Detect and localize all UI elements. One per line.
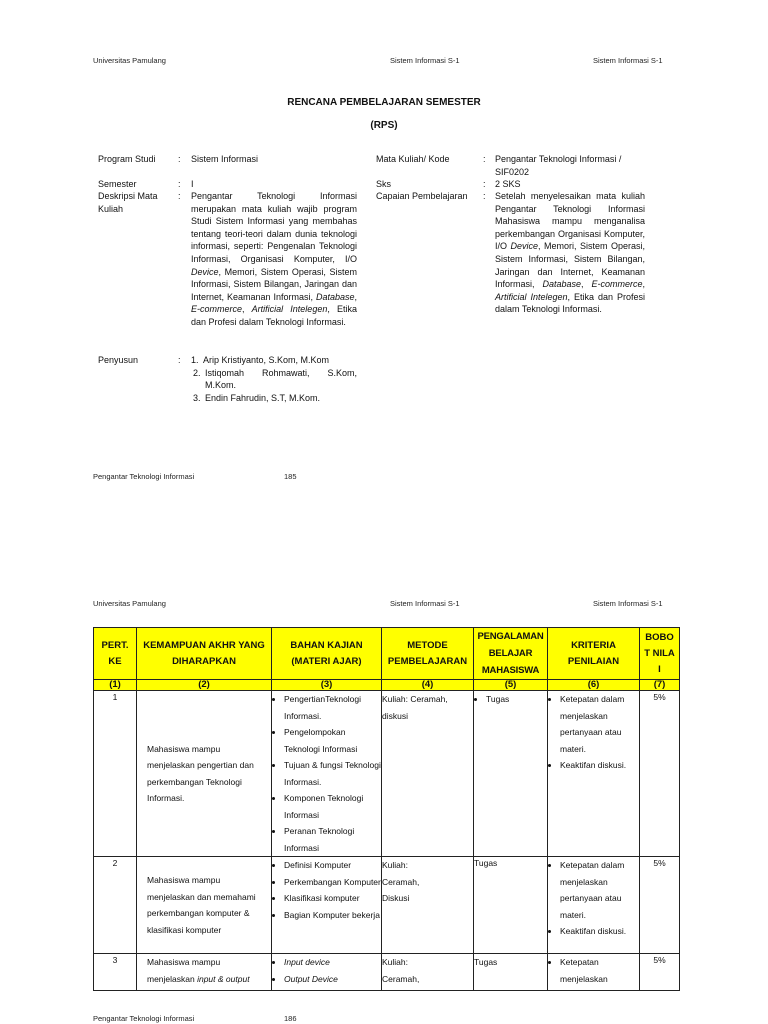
col-number: (4) — [382, 680, 474, 691]
program-studi-sep: : — [178, 154, 181, 164]
col-number: (1) — [94, 680, 137, 691]
col-header-pengalaman: PENGALAMAN BELAJAR MAHASISWA — [474, 628, 548, 680]
deskripsi-label: Deskripsi Mata Kuliah — [98, 191, 158, 214]
col-header-bahan: BAHAN KAJIAN (MATERI AJAR) — [272, 628, 382, 680]
bahan-item: • Komponen Teknologi Informasi — [284, 790, 381, 823]
penyusun-item: 3. Endin Fahrudin, S.T, M.Kom. — [193, 392, 321, 403]
penyusun-item: 2. Istiqomah Rohmawati, S.Kom, M.Kom. — [193, 367, 357, 391]
col-number: (3) — [272, 680, 382, 691]
kemampuan-cell: Mahasiswa mampu menjelaskan pengertian dan perkembangan Teknologi Informasi. — [137, 691, 272, 857]
page1-header-right: Sistem Informasi S-1 — [593, 56, 663, 65]
page2-header-right: Sistem Informasi S-1 — [593, 599, 663, 608]
penyusun-item: 1. Arip Kristiyanto, S.Kom, M.Kom — [191, 355, 330, 365]
table-header-row — [94, 628, 680, 680]
col-header-metode: METODE PEMBELAJARAN — [382, 628, 474, 680]
sks-label: Sks — [376, 179, 392, 189]
col-number: (5) — [474, 680, 548, 691]
program-studi-value: Sistem Informasi — [191, 154, 259, 164]
kriteria-item: • Ketepatan menjelaskan — [560, 954, 639, 987]
mata-kuliah-value: Pengantar Teknologi Informasi / SIF0202 — [495, 154, 622, 177]
kemampuan-cell: Mahasiswa mampu menjelaskan input & output — [137, 954, 272, 991]
mata-kuliah-sep: : — [483, 154, 486, 164]
kriteria-item: • Ketepatan dalam menjelaskan pertanyaan atau materi. — [560, 857, 639, 923]
rps-table — [93, 627, 680, 991]
program-studi-label: Program Studi — [98, 154, 156, 164]
page1-header-center: Sistem Informasi S-1 — [390, 56, 460, 65]
kriteria-cell — [548, 691, 640, 857]
capaian-value — [495, 190, 645, 316]
penyusun-list — [191, 354, 357, 404]
pengalaman-item: • Tugas — [486, 691, 547, 708]
col-header-kemampuan: KEMAMPUAN AKHR YANG DIHARAPKAN — [137, 628, 272, 680]
table-row — [94, 691, 680, 857]
bahan-item: • Pengelompokan Teknologi Informasi — [284, 724, 381, 757]
table-row — [94, 954, 680, 991]
metode-cell: Kuliah: Ceramah, Diskusi — [382, 857, 474, 954]
pert-cell: 2 — [94, 857, 137, 954]
bahan-item: • Bagian Komputer bekerja — [284, 907, 381, 924]
bahan-item: • Perkembangan Komputer — [284, 874, 381, 891]
pert-cell: 1 — [94, 691, 137, 857]
table-number-row — [94, 680, 680, 691]
table-row — [94, 857, 680, 954]
bahan-item: • Input device — [284, 954, 381, 971]
page2-header-left: Universitas Pamulang — [93, 599, 166, 608]
bobot-cell: 5% — [640, 857, 680, 954]
deskripsi-text: Pengantar Teknologi Informasi merupakan mata kuliah wajib program Studi Sistem Informasi yang membahas tentang teori-teori dalam dunia teknologi informasi, seperti: Pengenalan Teknologi Informasi, Organisasi Komputer, I/O Device, Memori, Sistem Operasi, Sistem Informasi, Sistem Bilangan, Jaringan dan Internet, Keamanan Informasi, Database, E-commerce, Artificial Intelegen, Etika dan Profesi dalam Teknologi Informasi. — [191, 191, 357, 327]
penyusun-sep: : — [178, 355, 181, 365]
bahan-item: • Definisi Komputer — [284, 857, 381, 874]
page2-header-center: Sistem Informasi S-1 — [390, 599, 460, 608]
deskripsi-sep: : — [178, 191, 181, 201]
kriteria-item: • Keaktifan diskusi. — [560, 923, 639, 940]
col-number: (6) — [548, 680, 640, 691]
col-header-bobot: BOBOT NILAI — [640, 628, 680, 680]
semester-value: I — [191, 179, 194, 189]
bahan-item: • Klasifikasi komputer — [284, 890, 381, 907]
semester-label: Semester — [98, 179, 137, 189]
page1-footer-title: Pengantar Teknologi Informasi — [93, 472, 195, 481]
page2-footer-page: 186 — [284, 1014, 297, 1023]
metode-cell: Kuliah: Ceramah, — [382, 954, 474, 991]
deskripsi-value — [191, 190, 357, 329]
bahan-item: • PengertianTeknologi Informasi. — [284, 691, 381, 724]
pert-cell: 3 — [94, 954, 137, 991]
capaian-sep: : — [483, 191, 486, 201]
page1-header-left: Universitas Pamulang — [93, 56, 166, 65]
semester-sep: : — [178, 179, 181, 189]
bahan-item: • Tujuan & fungsi Teknologi Informasi. — [284, 757, 381, 790]
sks-value: 2 SKS — [495, 179, 521, 189]
col-number: (7) — [640, 680, 680, 691]
pengalaman-cell: Tugas — [474, 857, 548, 954]
capaian-text: Setelah menyelesaikan mata kuliah Pengantar Teknologi Informasi Mahasiswa mampu menganalisa perkembangan Organisasi Komputer, I/O Device, Memori, Sistem Operasi, Sistem Informasi, Sistem Bilangan, Jaringan dan Internet, Keamanan Informasi, Database, E-commerce, Artificial Intelegen, Etika dan Profesi dalam Teknologi Informasi. — [495, 191, 645, 315]
sks-sep: : — [483, 179, 486, 189]
bahan-item: • Peranan Teknologi Informasi — [284, 823, 381, 856]
capaian-label: Capaian Pembelajaran — [376, 191, 468, 201]
col-header-pert: PERT. KE — [94, 628, 137, 680]
metode-cell: Kuliah: Ceramah, diskusi — [382, 691, 474, 857]
col-header-kriteria: KRITERIA PENILAIAN — [548, 628, 640, 680]
bobot-cell: 5% — [640, 691, 680, 857]
document-title: RENCANA PEMBELAJARAN SEMESTER — [287, 97, 481, 108]
bahan-cell — [272, 954, 382, 991]
pengalaman-cell — [474, 691, 548, 857]
bahan-cell — [272, 691, 382, 857]
penyusun-label: Penyusun — [98, 355, 139, 365]
page1-footer-page: 185 — [284, 472, 297, 481]
page2-footer-title: Pengantar Teknologi Informasi — [93, 1014, 195, 1023]
bobot-cell: 5% — [640, 954, 680, 991]
kriteria-item: • Keaktifan diskusi. — [560, 757, 639, 774]
kriteria-cell — [548, 857, 640, 954]
kriteria-item: • Ketepatan dalam menjelaskan pertanyaan atau materi. — [560, 691, 639, 757]
col-number: (2) — [137, 680, 272, 691]
bahan-item: • Output Device — [284, 971, 381, 988]
pengalaman-cell: Tugas — [474, 954, 548, 991]
kemampuan-cell: Mahasiswa mampu menjelaskan dan memahami perkembangan komputer & klasifikasi komputer — [137, 857, 272, 954]
bahan-cell — [272, 857, 382, 954]
document-subtitle: (RPS) — [370, 120, 398, 131]
mata-kuliah-label: Mata Kuliah/ Kode — [376, 154, 450, 164]
kriteria-cell — [548, 954, 640, 991]
